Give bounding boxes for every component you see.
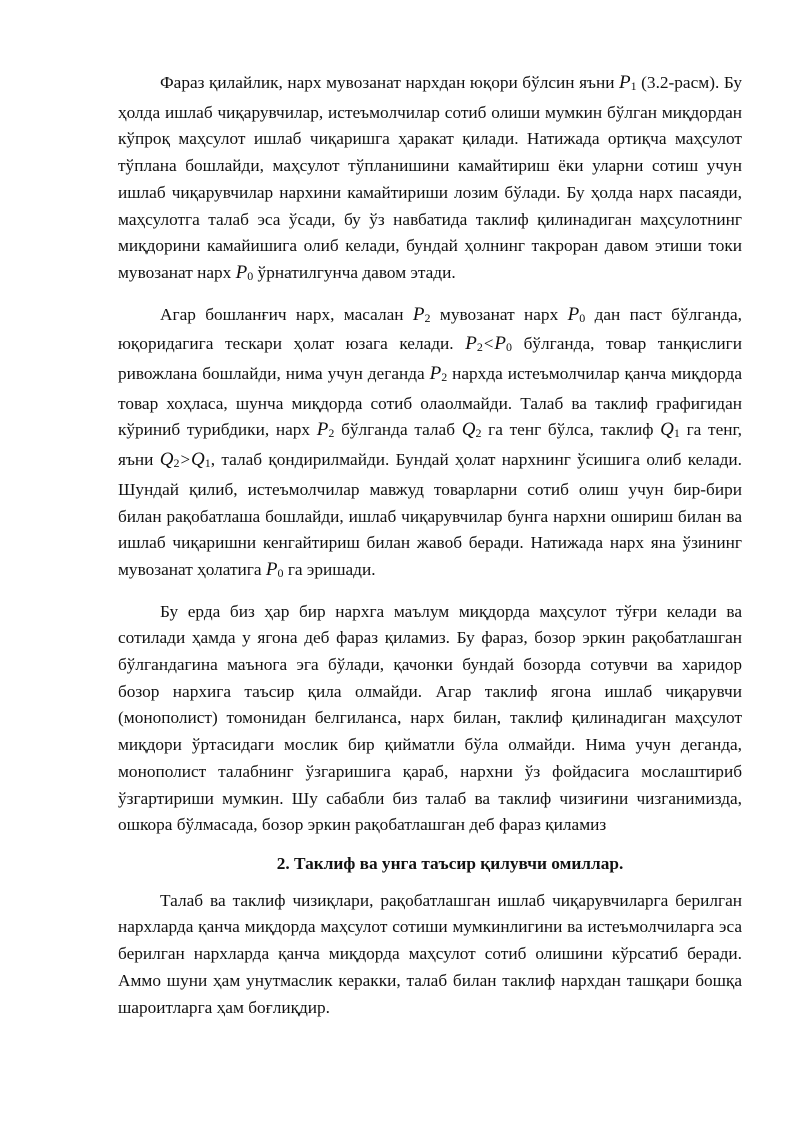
math-base: P xyxy=(429,363,442,385)
math-variable xyxy=(236,262,254,283)
text-run: (3.2-расм). Бу ҳолда ишлаб чиқарувчилар, истеъмолчилар сотиб олиши мумкин бўлган миқдордан кўпроқ маҳсулот ишлаб чиқаришга ҳаракат қилади. Натижада ортиқча маҳсулот тўплана бошлайди, маҳсулот тўпланишини камайтириш ёки уларни сотиш учун ишлаб чиқарувчилар нархини камайтириши лозим бўлади. Бу ҳолда нарх пасаяди, маҳсулотга талаб эса ўсади, бу ўз навбатида таклиф қилинадиган маҳсулотнинг миқдорини камайишига олиб келади, бундай ҳолнинг такроран давом этиши токи мувозанат нарх xyxy=(118,73,742,282)
math-subscript: 1 xyxy=(204,456,211,471)
paragraph-4: Талаб ва таклиф чизиқлари, рақобатлашган ишлаб чиқарувчиларга берилган нархларда қанча миқдорда маҳсулот сотиши мумкинлигини ва истеъмолчиларга эса берилган нархларда қанча миқдорда маҳсулот сотиб олишини кўрсатиб беради. Аммо шуни ҳам унутмаслик керакки, талаб билан таклиф нархдан ташқари бошқа шароитларга ҳам боғлиқдир. xyxy=(118,890,742,1017)
math-variable xyxy=(266,559,284,580)
math-variable xyxy=(413,304,431,325)
paragraph-1 xyxy=(118,70,742,290)
math-subscript: 1 xyxy=(630,79,637,93)
text-run: бўлганда, товар танқислиги ривожлана бошлайди, нима учун деганда xyxy=(118,334,743,384)
paragraph-2 xyxy=(118,302,742,587)
math-subscript: 2 xyxy=(441,370,448,385)
math-subscript: 0 xyxy=(247,268,254,283)
math-subscript: 2 xyxy=(173,456,180,471)
math-subscript: 2 xyxy=(424,310,431,325)
text-run: ўрнатилгунча давом этади. xyxy=(253,262,456,282)
text-run: Агар бошланғич нарх, масалан xyxy=(160,304,413,324)
text-run: Бу ерда биз ҳар бир нархга маълум миқдорда маҳсулот тўғри келади ва сотилади ҳамда у ягона деб фараз қиламиз. Бу фараз, бозор эркин рақобатлашган бўлгандагина маънога эга бўлади, қачонки бундай бозорда сотувчи ва харидор бозор нархига таъсир қила олмайди. Агар таклиф ягона ишлаб чиқарувчи (монополист) томонидан белгиланса, нарх билан, таклиф қилинадиган маҳсулот миқдори ўртасидаги мослик бир қийматли бўла олмайди. Нима учун деганда, монополист талабнинг ўзгаришига қараб, нархни ўз фойдасига мослаштириб ўзгартириши мумкин. Шу сабабли биз талаб ва таклиф чизиғини чизганимизда, ошкора бўлмасада, бозор эркин рақобатлашган деб фараз қиламиз xyxy=(118,601,742,835)
math-base: Q xyxy=(159,449,174,471)
text-run: бўлганда талаб xyxy=(334,420,462,440)
math-subscript: 0 xyxy=(277,565,284,580)
math-subscript: 0 xyxy=(579,310,586,325)
document-page xyxy=(118,70,742,1021)
math-base: P xyxy=(412,303,425,325)
paragraph-3 xyxy=(118,599,742,839)
text-run: га эришади. xyxy=(283,559,376,579)
math-variable xyxy=(430,363,448,384)
math-base: Q xyxy=(461,419,476,441)
math-base: Q xyxy=(660,419,674,441)
text-run: Фараз қилайлик, нарх мувозанат нархдан юқори бўлсин яъни xyxy=(160,73,620,92)
math-base: P xyxy=(567,303,580,325)
text-run: , талаб қондирилмайди. Бундай ҳолат нархнинг ўсишига олиб келади. Шундай қилиб, истеъмолчилар мавжуд товарларни сотиб олиш учун бир-бири билан рақобатлаша бошлайди, ишлаб чиқарувчилар бунга нархни ошириш билан ва ишлаб чиқаришни кенгайтириш билан жавоб беради. Натижада нарх яна ўзининг мувозанат ҳолатига xyxy=(118,450,743,579)
math-subscript: 1 xyxy=(673,426,680,441)
math-base: P xyxy=(619,72,631,93)
math-variable xyxy=(160,449,180,470)
math-base: Q xyxy=(191,449,205,471)
math-variable xyxy=(191,449,211,470)
math-variable xyxy=(465,333,483,354)
math-variable xyxy=(317,419,335,440)
text-run: га тенг, яъни xyxy=(118,420,742,470)
math-base: P xyxy=(494,333,507,355)
math-subscript: 0 xyxy=(506,340,513,355)
math-operator: < xyxy=(483,334,494,354)
text-run: га тенг бўлса, таклиф xyxy=(481,420,661,440)
math-subscript: 2 xyxy=(476,340,483,355)
text-run: дан паст бўлганда, юқоридагига тескари ҳолат юзага келади. xyxy=(118,304,742,354)
math-base: P xyxy=(235,261,248,283)
math-subscript: 2 xyxy=(328,426,335,441)
section-heading: 2. Таклиф ва унга таъсир қилувчи омиллар. xyxy=(276,853,624,873)
math-variable xyxy=(462,419,482,440)
math-variable xyxy=(568,304,586,325)
math-base: P xyxy=(465,333,477,355)
text-run: нархда истеъмолчилар қанча миқдорда товар хоҳласа, шунча миқдорда сотиб олаолмайди. Талаб ва таклиф графигидан кўриниб турибдики, нарх xyxy=(118,364,742,440)
math-variable xyxy=(619,72,637,93)
math-base: P xyxy=(265,558,278,580)
math-operator: > xyxy=(180,450,191,470)
math-subscript: 2 xyxy=(475,426,482,441)
math-variable xyxy=(494,333,512,354)
math-variable xyxy=(660,419,680,440)
math-base: P xyxy=(316,419,329,441)
text-run: мувозанат нарх xyxy=(430,304,568,324)
